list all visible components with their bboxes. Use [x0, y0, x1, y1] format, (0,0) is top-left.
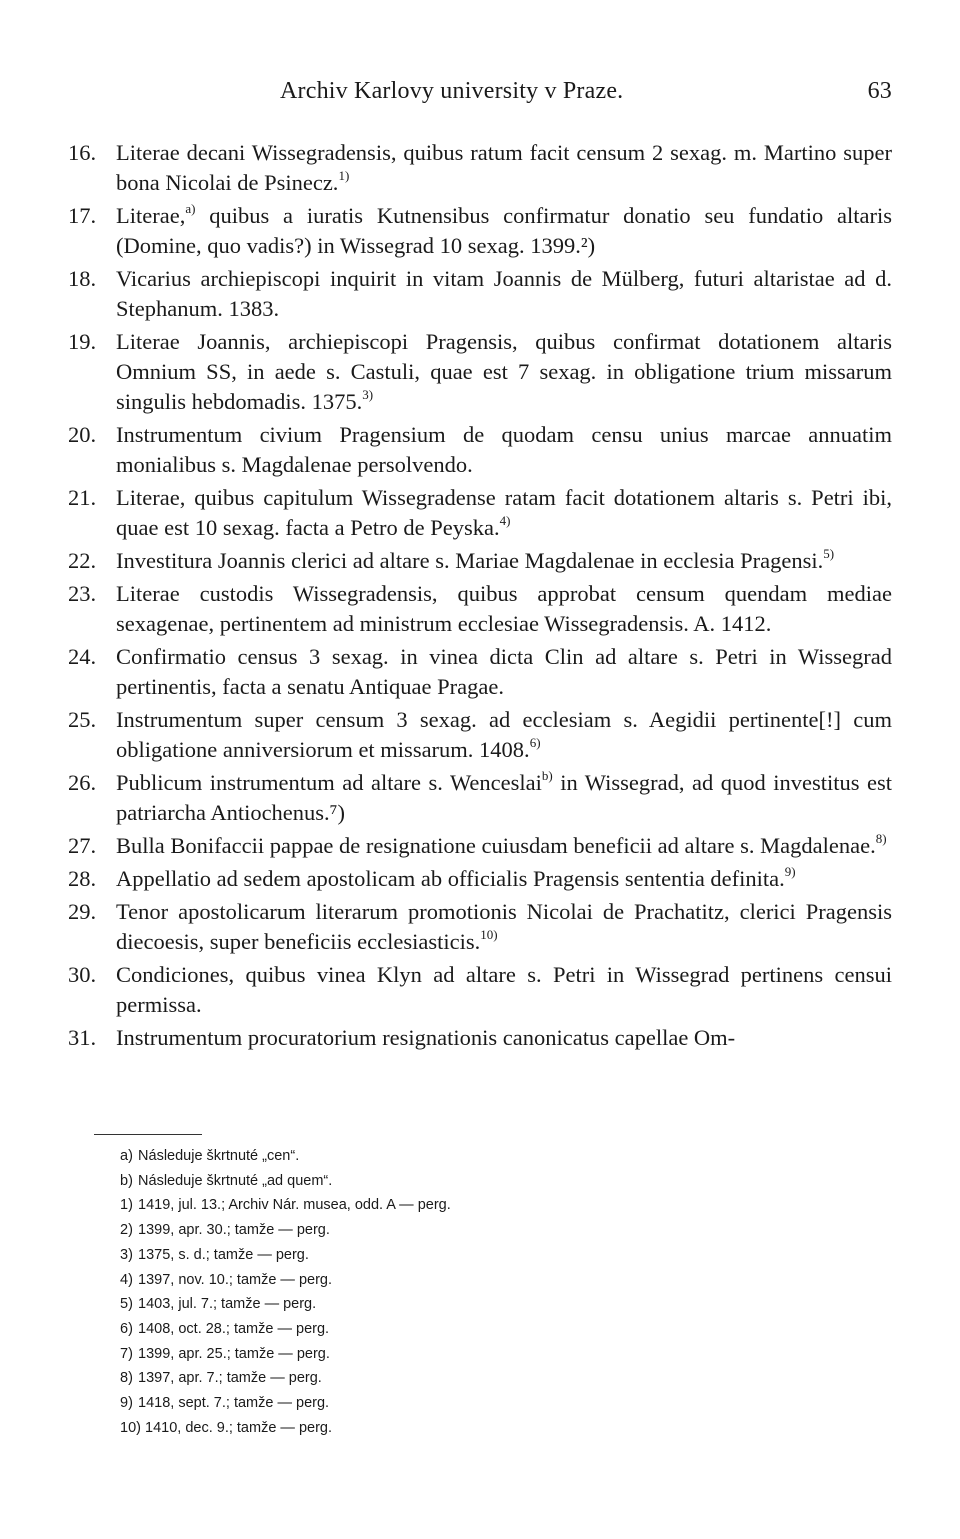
- entry-text: Appellatio ad sedem apostolicam ab officialis Pragensis sententia definita.: [116, 866, 785, 891]
- footnote-text: 1397, apr. 7.; tamže — perg.: [138, 1370, 322, 1387]
- footnote-text: 1418, sept. 7.; tamže — perg.: [138, 1395, 330, 1412]
- footnote-text: 1397, nov. 10.; tamže — perg.: [138, 1271, 333, 1288]
- entry-text-tail: in Wissegrad, ad quod investitus est patriarcha Antiochenus.⁷): [116, 770, 892, 825]
- footnote-text: Následuje škrtnuté „ad quem“.: [138, 1172, 333, 1189]
- footnote: [120, 1317, 820, 1342]
- footnote-reference: 8): [875, 830, 887, 846]
- entry-number: 17.: [68, 203, 97, 228]
- footnote: [120, 1193, 820, 1218]
- footnote-reference: b): [541, 767, 553, 783]
- footnote: [120, 1342, 820, 1367]
- footnote-reference: 1): [338, 167, 350, 183]
- footnote-mark: 2): [120, 1222, 133, 1239]
- footnote-reference: a): [185, 200, 196, 216]
- footnote-reference: 9): [784, 863, 796, 879]
- list-item: [68, 201, 892, 261]
- footnote-reference: 5): [823, 545, 835, 561]
- entry-number: 26.: [68, 770, 97, 795]
- list-item: [68, 1023, 892, 1053]
- footnote-reference: 10): [480, 926, 498, 942]
- footnote-list: [120, 1144, 820, 1440]
- footnote-reference: 6): [529, 734, 541, 750]
- entry-text: Instrumentum super censum 3 sexag. ad ecclesiam s. Aegidii pertinente[!] cum obligatione anniversiorum et missarum. 1408.: [116, 707, 892, 762]
- footnote: [120, 1243, 820, 1268]
- list-item: [68, 642, 892, 702]
- list-item: [68, 864, 892, 894]
- footnote: [120, 1144, 820, 1169]
- entry-number: 21.: [68, 485, 97, 510]
- footnote: [120, 1416, 820, 1441]
- entry-text-tail: quibus a iuratis Kutnensibus confirmatur donatio seu fundatio altaris (Domine, quo vadis?) in Wissegrad 10 sexag. 1399.²): [116, 203, 892, 258]
- list-item: [68, 831, 892, 861]
- list-item: [68, 546, 892, 576]
- entry-text: Literae custodis Wissegradensis, quibus approbat censum quendam mediae sexagenae, pertinentem ad ministrum ecclesiae Wissegradensis. A. 1412.: [116, 581, 892, 636]
- list-item: [68, 579, 892, 639]
- footnote-text: 1408, oct. 28.; tamže — perg.: [138, 1320, 330, 1337]
- entry-number: 28.: [68, 866, 97, 891]
- entry-number: 18.: [68, 266, 97, 291]
- entry-number: 23.: [68, 581, 97, 606]
- entry-number: 27.: [68, 833, 97, 858]
- footnote: [120, 1218, 820, 1243]
- footnote: [120, 1169, 820, 1194]
- entry-number: 29.: [68, 899, 97, 924]
- footnote-text: Následuje škrtnuté „cen“.: [138, 1148, 300, 1164]
- list-item: [68, 264, 892, 324]
- entry-text: Tenor apostolicarum literarum promotionis Nicolai de Prachatitz, clerici Pragensis diecoesis, super beneficiis ecclesiasticis.: [116, 899, 892, 954]
- footnote-mark: 5): [120, 1296, 133, 1313]
- footnote-rule: [94, 1134, 202, 1135]
- list-item: [68, 138, 892, 198]
- footnote-mark: 8): [120, 1370, 133, 1387]
- entry-number: 24.: [68, 644, 97, 669]
- entry-text: Instrumentum procuratorium resignationis canonicatus capellae Om-: [116, 1025, 736, 1050]
- footnote-mark: 1): [120, 1197, 133, 1214]
- entry-text: Instrumentum civium Pragensium de quodam censu unius marcae annuatim monialibus s. Magdalenae persolvendo.: [116, 422, 892, 477]
- footnote-reference: 4): [499, 512, 511, 528]
- entry-text: Bulla Bonifaccii pappae de resignatione cuiusdam beneficii ad altare s. Magdalenae.: [116, 833, 876, 858]
- entry-number: 19.: [68, 329, 97, 354]
- list-item: [68, 960, 892, 1020]
- footnote-reference: 3): [362, 386, 374, 402]
- footnote-text: 1375, s. d.; tamže — perg.: [138, 1246, 309, 1263]
- footnote-text: 1419, jul. 13.; Archiv Nár. musea, odd. A — perg.: [138, 1197, 451, 1214]
- footnote-mark: 4): [120, 1271, 133, 1288]
- entry-number: 30.: [68, 962, 97, 987]
- entry-text: Literae,: [116, 203, 186, 228]
- entry-text: Investitura Joannis clerici ad altare s. Mariae Magdalenae in ecclesia Pragensi.: [116, 548, 824, 573]
- footnote-mark: 9): [120, 1395, 133, 1412]
- footnote-mark: a): [120, 1148, 133, 1164]
- footnote-text: 1399, apr. 25.; tamže — perg.: [138, 1345, 330, 1362]
- footnote-text: 1410, dec. 9.; tamže — perg.: [145, 1419, 332, 1436]
- footnote: [120, 1268, 820, 1293]
- entry-list: [68, 138, 892, 1056]
- entry-number: 31.: [68, 1025, 97, 1050]
- footnote-mark: 10): [120, 1419, 141, 1436]
- entry-number: 20.: [68, 422, 97, 447]
- entry-text: Literae, quibus capitulum Wissegradense ratam facit dotationem altaris s. Petri ibi, quae est 10 sexag. facta a Petro de Peyska.: [116, 485, 892, 540]
- page-number: 63: [867, 78, 892, 104]
- list-item: [68, 327, 892, 417]
- footnote: [120, 1391, 820, 1416]
- footnote-mark: b): [120, 1172, 133, 1189]
- list-item: [68, 705, 892, 765]
- list-item: [68, 483, 892, 543]
- entry-text: Publicum instrumentum ad altare s. Wenceslai: [116, 770, 542, 795]
- entry-text: Vicarius archiepiscopi inquirit in vitam Joannis de Mülberg, futuri altaristae ad d. Stephanum. 1383.: [116, 266, 892, 321]
- footnote-text: 1403, jul. 7.; tamže — perg.: [138, 1296, 317, 1313]
- footnote-mark: 3): [120, 1246, 133, 1263]
- entry-text: Literae decani Wissegradensis, quibus ratum facit censum 2 sexag. m. Martino super bona Nicolai de Psinecz.: [116, 140, 892, 195]
- entry-number: 16.: [68, 140, 97, 165]
- entry-text: Condiciones, quibus vinea Klyn ad altare s. Petri in Wissegrad pertinens censui permissa.: [116, 962, 892, 1017]
- header-title: Archiv Karlovy university v Praze.: [280, 78, 624, 104]
- list-item: [68, 420, 892, 480]
- entry-number: 22.: [68, 548, 97, 573]
- footnote-text: 1399, apr. 30.; tamže — perg.: [138, 1222, 330, 1239]
- list-item: [68, 897, 892, 957]
- entry-number: 25.: [68, 707, 97, 732]
- footnote: [120, 1366, 820, 1391]
- footnote: [120, 1292, 820, 1317]
- entry-text: Confirmatio census 3 sexag. in vinea dicta Clin ad altare s. Petri in Wissegrad pertinentis, facta a senatu Antiquae Pragae.: [116, 644, 892, 699]
- entry-text: Literae Joannis, archiepiscopi Pragensis, quibus confirmat dotationem altaris Omnium SS, in aede s. Castuli, quae est 7 sexag. in obligatione trium missarum singulis hebdomadis. 1375.: [116, 329, 892, 414]
- list-item: [68, 768, 892, 828]
- footnote-mark: 6): [120, 1320, 133, 1337]
- footnote-mark: 7): [120, 1345, 133, 1362]
